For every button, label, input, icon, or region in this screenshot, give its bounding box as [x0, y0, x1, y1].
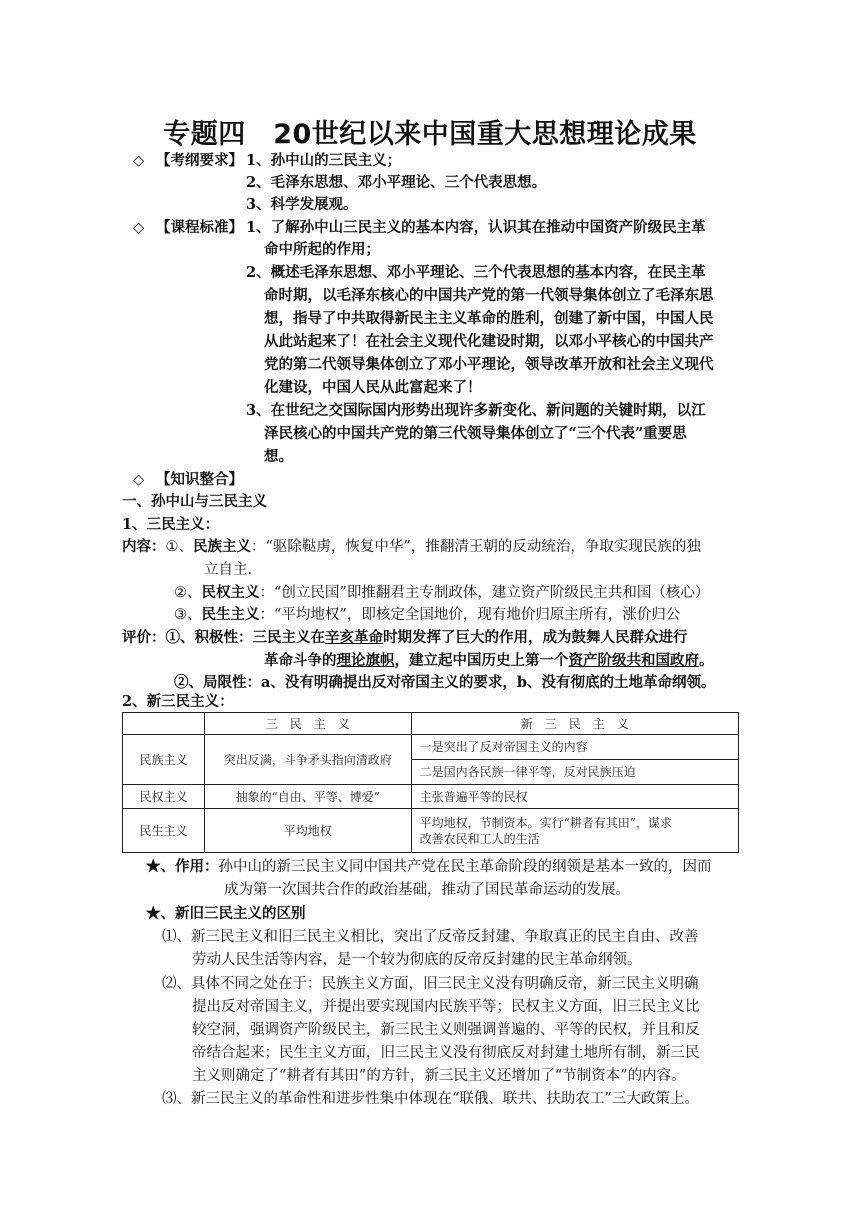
minsheng-num: ③、 — [174, 607, 202, 623]
kaogang-item: 1、孙中山的三民主义； — [246, 152, 402, 169]
zuoyong-line1 — [146, 858, 712, 876]
kaogang-item: 2、毛泽东思想、邓小平理论、三个代表思想。 — [246, 174, 547, 191]
jiji-text: 。 — [699, 652, 714, 669]
qubie-label: ★、新旧三民主义的区别 — [146, 905, 306, 922]
zuoyong-line2: 成为第一次国共合作的政治基础，推动了国民革命运动的发展。 — [224, 882, 630, 898]
zuoyong-text: 孙中山的新三民主义同中国共产党在民主革命阶段的纲领是基本一致的，因而 — [218, 859, 712, 875]
neirong-label: 内容： — [122, 538, 166, 555]
kebiao-item2-line: 化建设，中国人民从此富起来了！ — [264, 379, 482, 396]
table-cell — [411, 809, 738, 853]
table-cell: 平均地权 — [204, 809, 411, 853]
kebiao-item3-line: 想。 — [264, 448, 293, 465]
jiji-line2 — [264, 652, 714, 670]
table-header — [123, 713, 205, 735]
qubie-p2-line: 主义则确定了“耕者有其田”的方针，新三民主义还增加了“节制资本”的内容。 — [192, 1068, 686, 1084]
kebiao-item3-line: 泽民核心的中国共产党的第三代领导集体创立了“三个代表”重要思 — [264, 425, 687, 442]
table-header: 三 民 主 义 — [204, 713, 411, 735]
kebiao-label: 【课程标准】 — [156, 219, 243, 236]
diamond-icon: ◇ — [133, 471, 145, 488]
zhishi-label: 【知识整合】 — [156, 471, 243, 488]
subsection-heading: 1、三民主义： — [122, 516, 220, 533]
juxian-line: ②、局限性：a、没有明确提出反对帝国主义的要求，b、没有彻底的土地革命纲领。 — [174, 674, 716, 691]
qubie-p2-line: ⑵、具体不同之处在于：民族主义方面，旧三民主义没有明确反帝，新三民主义明确 — [162, 976, 699, 992]
table-row — [123, 785, 739, 809]
table-cell: 民族主义 — [123, 735, 205, 785]
qubie-p2-line: 较空洞，强调资产阶级民主，新三民主义则强调普遍的、平等的民权，并且和反 — [192, 1022, 700, 1038]
qubie-p2-line: 提出反对帝国主义，并提出要实现国内民族平等；民权主义方面，旧三民主义比 — [192, 999, 700, 1015]
kebiao-item2-line: 党的第二代领导集体创立了邓小平理论，领导改革开放和社会主义现代 — [264, 356, 714, 373]
qubie-p1-line: ⑴、新三民主义和旧三民主义相比，突出了反帝反封建、争取真正的民主自由、改善 — [162, 929, 699, 945]
table-header: 新 三 民 主 义 — [411, 713, 738, 735]
kebiao-item2-line: 命时期，以毛泽东核心的中国共产党的第一代领导集体创立了毛泽东思 — [264, 287, 714, 304]
section-heading: 一、孙中山与三民主义 — [122, 493, 267, 510]
table-cell: 突出反满，斗争矛头指向清政府 — [204, 735, 411, 785]
minzu-text: ：“驱除鞑虏，恢复中华”，推翻清王朝的反动统治，争取实现民族的独 — [251, 539, 701, 555]
minzu-head: 民族主义 — [193, 538, 251, 555]
table-cell: 民生主义 — [123, 809, 205, 853]
jiji-underline: 理论旗帜 — [336, 652, 395, 669]
minzu-cont: 立自主. — [204, 562, 253, 578]
page-title: 专题四 20世纪以来中国重大思想理论成果 — [163, 119, 697, 150]
jiji-underline: 辛亥革命 — [325, 629, 383, 646]
table-cell-line: 改善农民和工人的生活 — [419, 831, 540, 846]
table-cell: 抽象的“自由、平等、博爱” — [204, 785, 411, 809]
jiji-text: ①、积极性：三民主义在 — [165, 629, 325, 646]
jiji-text: 时期发挥了巨大的作用，成为鼓舞人民群众进行 — [383, 629, 688, 646]
jiji-text: 革命斗争的 — [264, 652, 337, 669]
table-cell-line: 平均地权，节制资本。实行“耕者有其田”，谋求 — [419, 815, 672, 830]
kaogang-label: 【考纲要求】 — [156, 152, 243, 169]
minquan-line — [174, 584, 709, 602]
minquan-text: ：“创立民国”即推翻君主专制政体，建立资产阶级民主共和国（核心） — [259, 585, 710, 601]
kebiao-item2-line: 2、概述毛泽东思想、邓小平理论、三个代表思想的基本内容，在民主革 — [246, 264, 706, 281]
table-cell: 主张普遍平等的民权 — [411, 785, 738, 809]
table-cell: 二是国内各民族一律平等，反对民族压迫 — [411, 760, 738, 785]
jiji-text: ，建立起中国历史上第一个 — [394, 652, 569, 669]
table-row — [123, 809, 739, 853]
comparison-table — [122, 712, 739, 853]
jiji-underline: 资产阶级共和国政府 — [568, 652, 699, 669]
kebiao-item1-line: 1、了解孙中山三民主义的基本内容，认识其在推动中国资产阶级民主革 — [246, 219, 706, 236]
kaogang-item: 3、科学发展观。 — [246, 196, 358, 213]
table-header-row — [123, 713, 739, 735]
kebiao-item1-line: 命中所起的作用； — [264, 241, 380, 258]
diamond-icon: ◇ — [133, 219, 145, 236]
kebiao-item3-line: 3、在世纪之交国际国内形势出现许多新变化、新问题的关键时期，以江 — [246, 402, 706, 419]
minquan-num: ②、 — [174, 585, 202, 601]
qubie-p2-line: 帝结合起来；民生主义方面，旧三民主义没有彻底反对封建土地所有制，新三民 — [192, 1045, 700, 1061]
qubie-p3-line: ⑶、新三民主义的革命性和进步性集中体现在“联俄、联共、扶助农工”三大政策上。 — [162, 1091, 699, 1107]
neirong-line — [122, 538, 701, 556]
pingjia-label: 评价： — [122, 629, 166, 646]
table-cell: 民权主义 — [123, 785, 205, 809]
qubie-p1-line: 劳动人民生活等内容，是一个较为彻底的反帝反封建的民主革命纲领。 — [192, 952, 642, 968]
diamond-icon: ◇ — [133, 152, 145, 169]
minsheng-line — [174, 606, 680, 624]
table-cell: 一是突出了反对帝国主义的内容 — [411, 735, 738, 760]
kebiao-item2-line: 想，指导了中共取得新民主主义革命的胜利，创建了新中国，中国人民 — [264, 310, 714, 327]
minzu-num: ①、 — [165, 539, 193, 555]
minsheng-text: ：“平均地权”，即核定全国地价，现有地价归原主所有，涨价归公 — [259, 607, 681, 623]
subsection-heading: 2、新三民主义： — [122, 693, 234, 710]
minsheng-head: 民生主义 — [201, 606, 260, 623]
minquan-head: 民权主义 — [201, 584, 260, 601]
zuoyong-label: ★、作用： — [146, 858, 219, 875]
kebiao-item2-line: 从此站起来了！在社会主义现代化建设时期，以邓小平核心的中国共产 — [264, 333, 714, 350]
pingjia-line — [122, 629, 688, 647]
table-row — [123, 735, 739, 760]
